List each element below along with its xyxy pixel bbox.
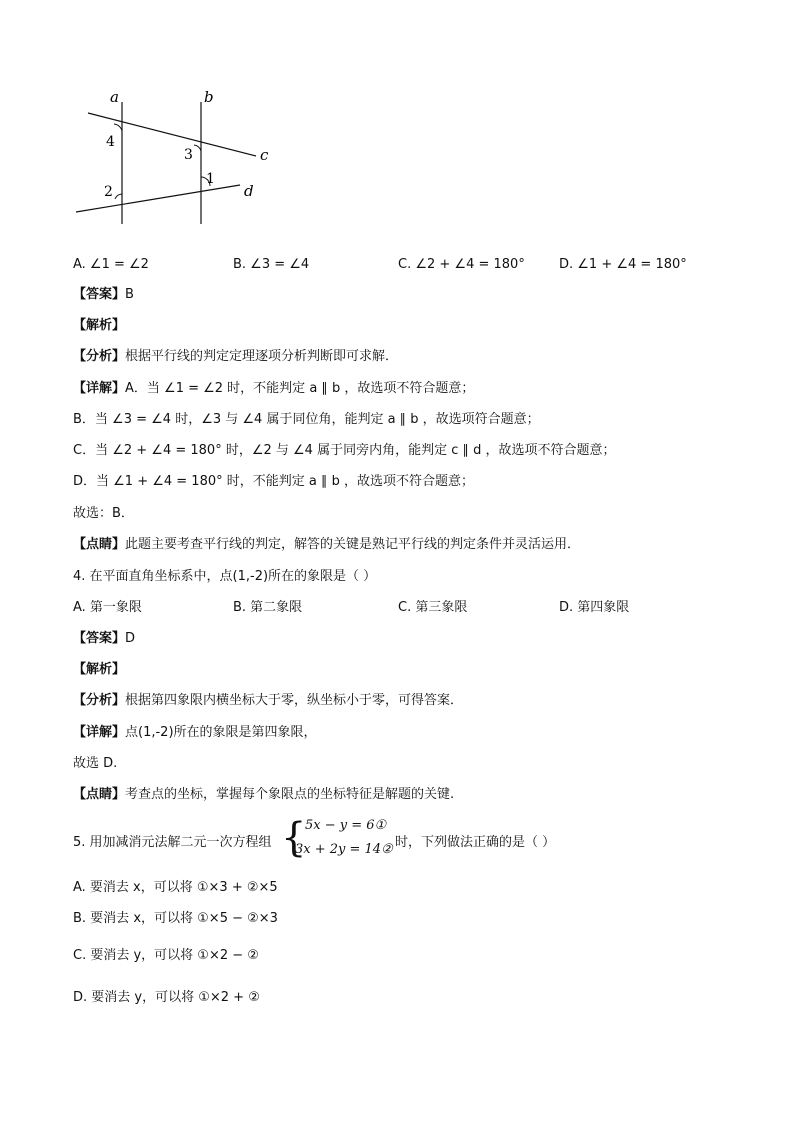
q4-option-b: B. 第二象限 xyxy=(233,600,303,615)
label-3: 3 xyxy=(184,147,193,163)
q4-dianjing xyxy=(73,786,454,804)
angle-3-arc xyxy=(194,145,201,151)
label-b: b xyxy=(204,88,214,106)
q5-option-c: C. 要消去 y，可以将 ①×2 − ② xyxy=(73,948,259,963)
equation-brace: { xyxy=(281,815,307,861)
q3-fenxi xyxy=(73,348,398,366)
q3-option-c: C. ∠2 + ∠4 = 180° xyxy=(398,257,525,272)
q4-xiangjie xyxy=(73,724,317,742)
answer-value: B xyxy=(125,287,134,302)
q3-option-b: B. ∠3 = ∠4 xyxy=(233,257,310,272)
q4-option-a: A. 第一象限 xyxy=(73,600,142,615)
xiangjie-tag: 【详解】 xyxy=(73,725,126,740)
label-c: c xyxy=(260,146,269,164)
q3-detail-d: D．当 ∠1 + ∠4 = 180° 时，不能判定 a ∥ b ，故选项不符合题意； xyxy=(73,474,475,489)
q3-option-d: D. ∠1 + ∠4 = 180° xyxy=(559,257,687,272)
q4-fenxi xyxy=(73,692,463,710)
answer-tag: 【答案】 xyxy=(73,631,126,646)
dianjing-text: 此题主要考查平行线的判定，解答的关键是熟记平行线的判定条件并灵活运用． xyxy=(125,537,581,552)
xiangjie-text: 点(1,-2)所在的象限是第四象限， xyxy=(125,725,317,740)
q5-stem-pre: 5. 用加减消元法解二元一次方程组 xyxy=(73,835,272,850)
q4-answer xyxy=(73,630,135,648)
analysis-tag: 【解析】 xyxy=(73,662,126,677)
angle-4-arc xyxy=(114,124,122,131)
q5-option-b: B. 要消去 x，可以将 ①×5 − ②×3 xyxy=(73,911,278,926)
q5-option-d: D. 要消去 y，可以将 ①×2 + ② xyxy=(73,990,260,1005)
q4-option-d: D. 第四象限 xyxy=(559,600,630,615)
answer-value: D xyxy=(125,631,136,646)
fenxi-text: 根据平行线的判定定理逐项分析判断即可求解． xyxy=(125,349,399,364)
q3-analysis-tag xyxy=(73,317,125,335)
fenxi-tag: 【分析】 xyxy=(73,693,126,708)
q4-choose: 故选 D. xyxy=(73,756,118,771)
label-a: a xyxy=(110,88,119,106)
dianjing-text: 考查点的坐标，掌握每个象限点的坐标特征是解题的关键. xyxy=(125,787,455,802)
xiangjie-tag: 【详解】 xyxy=(73,381,126,396)
q3-answer xyxy=(73,286,134,304)
q5-equation-1: 5x − y = 6① xyxy=(305,818,387,833)
q3-detail-a xyxy=(73,380,474,398)
answer-tag: 【答案】 xyxy=(73,287,126,302)
q4-stem: 4. 在平面直角坐标系中，点(1,-2)所在的象限是（ ） xyxy=(73,569,377,584)
fenxi-text: 根据第四象限内横坐标大于零，纵坐标小于零，可得答案． xyxy=(125,693,464,708)
dianjing-tag: 【点睛】 xyxy=(73,537,126,552)
q5-equation-2: 3x + 2y = 14② xyxy=(295,842,393,857)
label-d: d xyxy=(244,182,254,200)
q5-stem-post: 时，下列做法正确的是（ ） xyxy=(395,835,556,850)
label-4: 4 xyxy=(106,134,115,150)
q3-dianjing xyxy=(73,536,580,554)
detail-a-text: A．当 ∠1 = ∠2 时，不能判定 a ∥ b ，故选项不符合题意； xyxy=(125,381,475,396)
label-2: 2 xyxy=(104,184,113,200)
analysis-tag: 【解析】 xyxy=(73,318,126,333)
line-d xyxy=(76,185,240,212)
label-1: 1 xyxy=(206,171,215,187)
fenxi-tag: 【分析】 xyxy=(73,349,126,364)
q4-analysis-tag xyxy=(73,661,125,679)
q3-detail-b: B．当 ∠3 = ∠4 时，∠3 与 ∠4 属于同位角，能判定 a ∥ b ，故选项符合题意； xyxy=(73,412,540,427)
q4-option-c: C. 第三象限 xyxy=(398,600,468,615)
parallel-lines-figure xyxy=(70,82,300,232)
q3-option-a: A. ∠1 = ∠2 xyxy=(73,257,149,272)
q5-option-a: A. 要消去 x，可以将 ①×3 + ②×5 xyxy=(73,880,278,895)
q3-detail-c: C．当 ∠2 + ∠4 = 180° 时，∠2 与 ∠4 属于同旁内角，能判定 c ∥ d ，故选项不符合题意； xyxy=(73,443,616,458)
q3-choose: 故选：B． xyxy=(73,506,134,521)
dianjing-tag: 【点睛】 xyxy=(73,787,126,802)
angle-2-arc xyxy=(115,194,122,199)
